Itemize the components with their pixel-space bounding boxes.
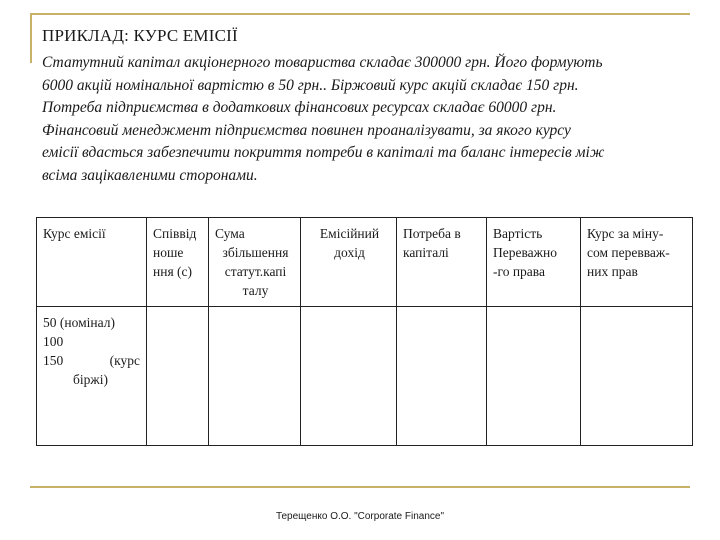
- table-header-row: [37, 218, 693, 307]
- rate-market-label: біржі): [73, 372, 108, 387]
- problem-line: всіма зацікавленими сторонами.: [42, 166, 258, 184]
- header-preemptive-right-value: Вартість Переважно -го права: [487, 218, 581, 307]
- issue-rates-cell: [37, 307, 147, 446]
- table-cell-empty: [209, 307, 301, 446]
- header-rate-minus-rights: Курс за міну- сом перевваж- них прав: [581, 218, 693, 307]
- table-row: [37, 307, 693, 446]
- problem-line: Фінансовий менеджмент підприємства повинен проаналізувати, за якого курсу: [42, 121, 571, 139]
- problem-line: Статутний капітал акціонерного товариства складає 300000 грн. Його формують: [42, 54, 603, 71]
- problem-line: емісії вдасться забезпечити покриття потреби в капіталі та баланс інтересів між: [42, 144, 605, 161]
- header-ratio: Співвід ноше ння (с): [147, 218, 209, 307]
- header-issue-rate: Курс емісії: [37, 218, 147, 307]
- header-emission-income: Емісійний дохід: [301, 218, 397, 307]
- header-capital-need: Потреба в капіталі: [397, 218, 487, 307]
- table-cell-empty: [487, 307, 581, 446]
- rate-second: 100: [43, 334, 64, 349]
- table-cell-empty: [581, 307, 693, 446]
- slide-title: ПРИКЛАД: КУРС ЕМІСІЇ: [42, 26, 238, 45]
- emission-table: [36, 217, 693, 446]
- problem-statement: [42, 52, 692, 187]
- problem-line: Потреба підприємства в додаткових фінансових ресурсах складає 60000 грн.: [42, 99, 557, 116]
- rate-nominal: 50 (номінал): [43, 315, 115, 330]
- rate-market: 150 (курс: [43, 353, 140, 368]
- footer-border-line: [30, 486, 690, 488]
- table-cell-empty: [301, 307, 397, 446]
- table-cell-empty: [397, 307, 487, 446]
- left-border-line: [30, 13, 32, 63]
- top-border-line: [30, 13, 690, 15]
- problem-line: 6000 акцій номінальної вартістю в 50 грн.. Біржовий курс акцій складає 150 грн.: [42, 76, 579, 94]
- footer-credit: Терещенко О.О. "Corporate Finance": [275, 511, 445, 522]
- header-capital-increase: Сума збільшення статут.капі талу: [209, 218, 301, 307]
- table-cell-empty: [147, 307, 209, 446]
